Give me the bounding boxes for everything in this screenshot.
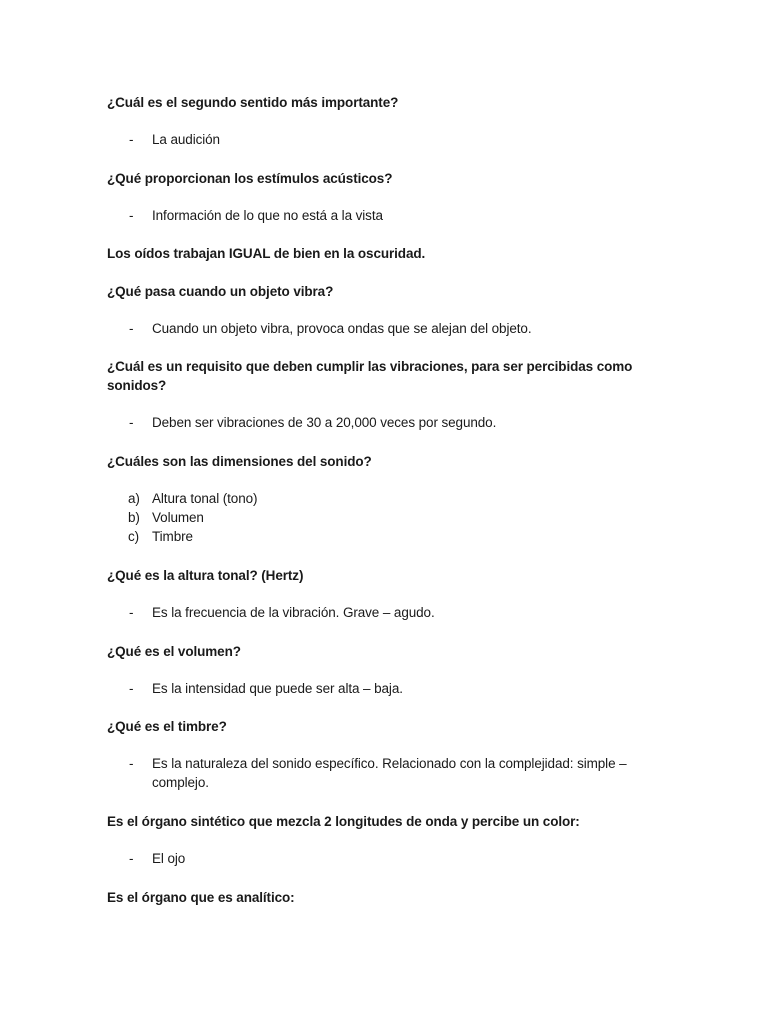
answer-list (107, 679, 652, 698)
qa-block (107, 93, 652, 149)
qa-block (107, 282, 652, 338)
dash-bullet: - (129, 756, 134, 771)
qa-block (107, 642, 652, 698)
statement-heading: Los oídos trabajan IGUAL de bien en la oscuridad. (107, 246, 426, 261)
question-heading: ¿Qué es la altura tonal? (Hertz) (107, 568, 304, 583)
answer-text: Es la frecuencia de la vibración. Grave – agudo. (152, 605, 435, 620)
question-heading: ¿Qué es el volumen? (107, 644, 241, 659)
answer-item (107, 489, 652, 508)
question-heading: ¿Qué es el timbre? (107, 719, 227, 734)
answer-item (107, 754, 652, 792)
dash-bullet: - (129, 132, 134, 147)
qa-block (107, 566, 652, 622)
answer-list (107, 206, 652, 225)
question-heading: Es el órgano sintético que mezcla 2 longitudes de onda y percibe un color: (107, 814, 580, 829)
answer-text: Volumen (152, 510, 204, 525)
answer-text: Altura tonal (tono) (152, 491, 258, 506)
dash-bullet: - (129, 415, 134, 430)
letter-marker: b) (128, 510, 140, 525)
dash-bullet: - (129, 605, 134, 620)
answer-item (107, 679, 652, 698)
answer-text: Timbre (152, 529, 193, 544)
answer-item (107, 319, 652, 338)
answer-text: La audición (152, 132, 220, 147)
answer-list (107, 130, 652, 149)
answer-item (107, 130, 652, 149)
qa-block (107, 357, 652, 432)
qa-block (107, 717, 652, 792)
statement-block (107, 244, 652, 263)
question-heading: ¿Cuál es un requisito que deben cumplir las vibraciones, para ser percibidas como sonidos? (107, 359, 633, 393)
letter-marker: c) (128, 529, 140, 544)
answer-list (107, 754, 652, 792)
qa-block (107, 169, 652, 225)
answer-text: Es la intensidad que puede ser alta – baja. (152, 681, 403, 696)
answer-list (107, 413, 652, 432)
answer-item (107, 206, 652, 225)
answer-item (107, 527, 652, 546)
question-heading: ¿Qué proporcionan los estímulos acústicos? (107, 171, 393, 186)
answer-list (107, 319, 652, 338)
question-heading: ¿Cuáles son las dimensiones del sonido? (107, 454, 372, 469)
answer-text: Deben ser vibraciones de 30 a 20,000 veces por segundo. (152, 415, 497, 430)
question-heading: ¿Cuál es el segundo sentido más importante? (107, 95, 399, 110)
answer-list (107, 849, 652, 868)
dash-bullet: - (129, 851, 134, 866)
answer-text: Información de lo que no está a la vista (152, 208, 383, 223)
answer-list (107, 603, 652, 622)
dash-bullet: - (129, 321, 134, 336)
letter-marker: a) (128, 491, 140, 506)
answer-list (107, 489, 652, 546)
dash-bullet: - (129, 681, 134, 696)
question-heading: ¿Qué pasa cuando un objeto vibra? (107, 284, 334, 299)
qa-block (107, 812, 652, 868)
answer-text: El ojo (152, 851, 186, 866)
dash-bullet: - (129, 208, 134, 223)
answer-item (107, 849, 652, 868)
qa-block (107, 452, 652, 546)
answer-item (107, 603, 652, 622)
statement-heading: Es el órgano que es analítico: (107, 890, 295, 905)
answer-text: Es la naturaleza del sonido específico. Relacionado con la complejidad: simple – complejo. (152, 756, 627, 790)
answer-item (107, 413, 652, 432)
statement-block (107, 888, 652, 907)
answer-text: Cuando un objeto vibra, provoca ondas que se alejan del objeto. (152, 321, 532, 336)
answer-item (107, 508, 652, 527)
